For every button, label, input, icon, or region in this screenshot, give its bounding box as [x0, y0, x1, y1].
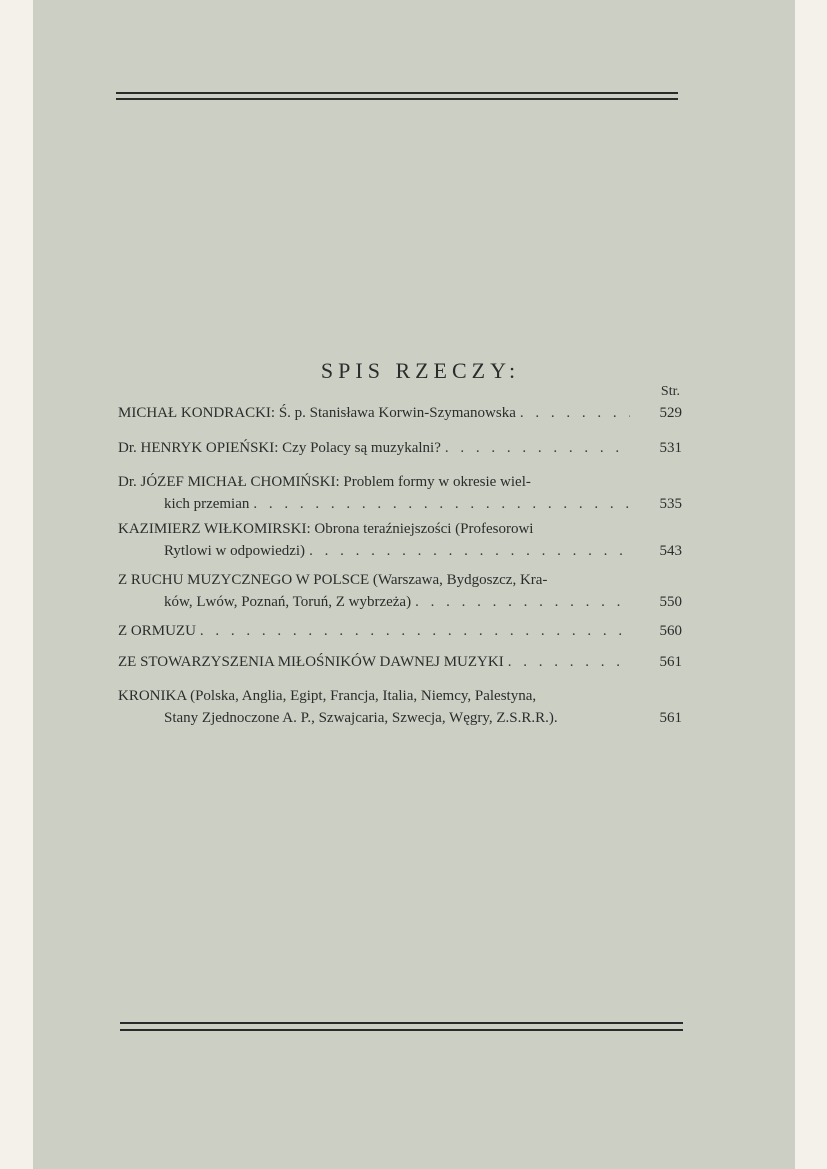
toc-entry-title: MICHAŁ KONDRACKI: Ś. p. Stanisława Korwin-Szymanowska: [118, 405, 516, 421]
toc-entry: [118, 402, 682, 424]
leader-dots: [516, 402, 630, 424]
toc-entry-title-cont: kich przemian: [164, 496, 250, 512]
toc-entry-title: KRONIKA (Polska, Anglia, Egipt, Francja, Italia, Niemcy, Palestyna,: [118, 688, 537, 704]
toc-entry: [118, 620, 682, 642]
toc-entry-title: ZE STOWARZYSZENIA MIŁOŚNIKÓW DAWNEJ MUZYKI: [118, 654, 504, 670]
leader-dots: [504, 651, 630, 673]
toc-entry-title: Z ORMUZU: [118, 623, 196, 639]
toc-entry: [118, 437, 682, 459]
page-column-label: Str.: [660, 384, 680, 399]
toc-entry-page: 561: [659, 654, 682, 670]
top-rule-lower: [116, 98, 678, 100]
toc-entry: [118, 518, 682, 562]
leader-dots: [411, 591, 630, 613]
toc-entry-page: 535: [659, 496, 682, 512]
toc-entry-title-cont: Rytlowi w odpowiedzi): [164, 543, 306, 559]
bottom-rule-upper: [120, 1022, 683, 1024]
bottom-rule-lower: [120, 1029, 683, 1031]
toc-entry-title: Z RUCHU MUZYCZNEGO W POLSCE (Warszawa, Bydgoszcz, Kra-: [118, 572, 548, 588]
toc-entry: [118, 685, 682, 729]
leader-dots: [305, 540, 630, 562]
leader-dots: [441, 437, 630, 459]
toc-entry-title: KAZIMIERZ WIŁKOMIRSKI: Obrona teraźniejszości (Profesorowi: [118, 521, 534, 537]
toc-entry: [118, 471, 682, 515]
toc-entry-page: 550: [659, 594, 682, 610]
toc-entry-page: 561: [659, 710, 682, 726]
toc-entry: [118, 569, 682, 613]
toc-entry-page: 531: [659, 440, 682, 456]
toc-entry-title-cont: Stany Zjednoczone A. P., Szwajcaria, Szwecja, Węgry, Z.S.R.R.).: [164, 710, 558, 726]
leader-dots: [249, 493, 630, 515]
toc-entry-page: 543: [659, 543, 682, 559]
contents-title: SPIS RZECZY:: [320, 358, 521, 383]
leader-dots: [196, 620, 630, 642]
toc-entry-page: 560: [659, 623, 682, 639]
toc-entry-title: Dr. HENRYK OPIEŃSKI: Czy Polacy są muzykalni?: [118, 440, 441, 456]
toc-entry-title: Dr. JÓZEF MICHAŁ CHOMIŃSKI: Problem formy w okresie wiel-: [118, 474, 531, 490]
toc-entry: [118, 651, 682, 673]
toc-entry-page: 529: [659, 405, 682, 421]
top-rule-upper: [116, 92, 678, 94]
toc-entry-title-cont: ków, Lwów, Poznań, Toruń, Z wybrzeża): [164, 594, 412, 610]
